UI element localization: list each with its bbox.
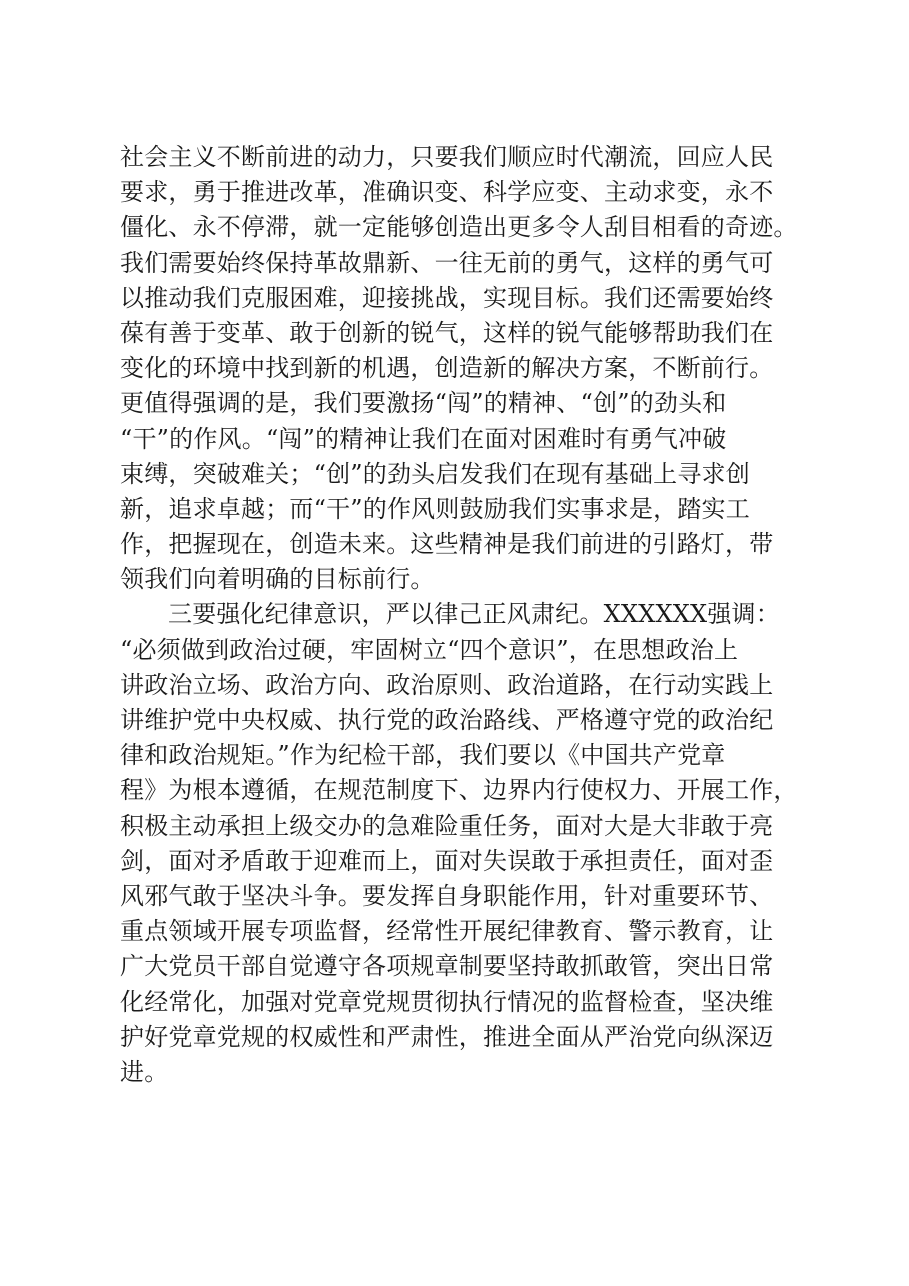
text-line: “干”的作风。“闯”的精神让我们在面对困难时有勇气冲破	[120, 424, 727, 453]
text-line: 风邪气敢于坚决斗争。要发挥自身职能作用，针对重要环节、	[120, 881, 774, 910]
text-line: 僵化、永不停滞，就一定能够创造出更多令人刮目相看的奇迹。	[120, 213, 798, 242]
text-line: 广大党员干部自觉遵守各项规章制要坚持敢抓敢管，突出日常	[120, 952, 774, 981]
text-line: 律和政治规矩。”作为纪检干部，我们要以《中国共产党章	[120, 741, 726, 770]
text-line: 社会主义不断前进的动力，只要我们顺应时代潮流，回应人民	[120, 143, 774, 171]
text-line: 讲政治立场、政治方向、政治原则、政治道路，在行动实践上	[120, 670, 774, 699]
text-line: “必须做到政治过硬，牢固树立“四个意识”，在思想政治上	[120, 635, 739, 664]
text-line: 剑，面对矛盾敢于迎难而上，面对失误敢于承担责任，面对歪	[120, 846, 774, 875]
text-line: 讲维护党中央权威、执行党的政治路线、严格遵守党的政治纪	[120, 706, 774, 734]
text-line: 重点领域开展专项监督，经常性开展纪律教育、警示教育，让	[120, 917, 774, 946]
text-line: 要求，勇于推进改革，准确识变、科学应变、主动求变，永不	[120, 178, 774, 207]
text-line: 化经常化，加强对党章党规贯彻执行情况的监督检查，坚决维	[120, 987, 774, 1016]
text-line: 葆有善于变革、敢于创新的锐气，这样的锐气能够帮助我们在	[120, 318, 774, 347]
text-line: 以推动我们克服困难，迎接挑战，实现目标。我们还需要始终	[120, 283, 774, 312]
text-line: 护好党章党规的权威性和严肃性，推进全面从严治党向纵深迈	[120, 1022, 774, 1051]
text-line: 变化的环境中找到新的机遇，创造新的解决方案，不断前行。	[120, 354, 774, 383]
text-line: 更值得强调的是，我们要激扬“闯”的精神、“创”的劲头和	[120, 389, 727, 418]
text-line: 进。	[120, 1057, 169, 1086]
text-line: 领我们向着明确的目标前行。	[120, 565, 435, 594]
text-line: 束缚，突破难关；“创”的劲头启发我们在现有基础上寻求创	[120, 459, 750, 488]
text-line: 作，把握现在，创造未来。这些精神是我们前进的引路灯，带	[120, 530, 774, 559]
text-line: 我们需要始终保持革故鼎新、一往无前的勇气，这样的勇气可	[120, 248, 774, 277]
text-line: 新，追求卓越；而“干”的作风则鼓励我们实事求是，踏实工	[120, 494, 750, 523]
text-line: 积极主动承担上级交办的急难险重任务，面对大是大非敢于亮	[120, 811, 774, 840]
document-body	[120, 140, 796, 1090]
text-line: 程》为根本遵循，在规范制度下、边界内行使权力、开展工作，	[120, 776, 798, 805]
paragraph-start-line: 三要强化纪律意识，严以律己正风肃纪。XXXXXX强调：	[168, 600, 780, 629]
